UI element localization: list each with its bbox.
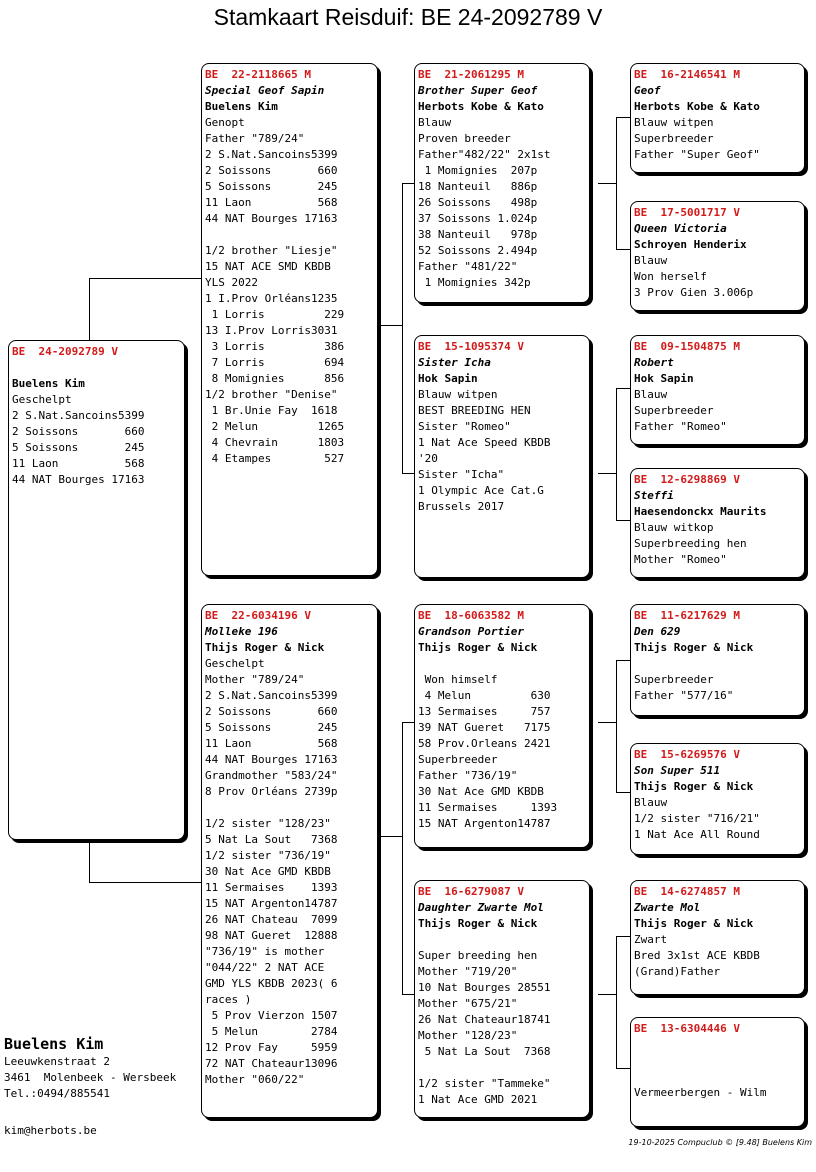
- result-line: 2 Soissons 660: [205, 705, 338, 718]
- result-line: 72 NAT Chateaur13096: [205, 1057, 338, 1070]
- owner-phone: Tel.:0494/885541: [4, 1087, 110, 1100]
- ring-number: BE 18-6063582 M: [418, 609, 524, 622]
- result-line: 1/2 brother "Denise": [205, 388, 338, 401]
- owner-name: Herbots Kobe & Kato: [634, 100, 760, 113]
- result-line: Father "736/19": [418, 769, 518, 782]
- result-line: 5 Soissons 245: [12, 441, 145, 454]
- result-line: Mother "719/20": [418, 965, 518, 978]
- pigeon-name: Den 629: [634, 625, 681, 638]
- result-line: Superbreeder: [418, 753, 498, 766]
- result-line: Blauw: [418, 116, 452, 129]
- result-line: 1/2 sister "716/21": [634, 812, 760, 825]
- result-line: BEST BREEDING HEN: [418, 404, 531, 417]
- result-line: "736/19" is mother: [205, 945, 325, 958]
- result-line: Blauw: [634, 796, 668, 809]
- result-line: 38 Nanteuil 978p: [418, 228, 538, 241]
- result-line: 13 I.Prov Lorris3031: [205, 324, 338, 337]
- result-line: 15 NAT Argenton14787: [205, 897, 338, 910]
- result-line: 26 Nat Chateaur18741: [418, 1013, 551, 1026]
- ring-number: BE 13-6304446 V: [634, 1022, 740, 1035]
- pigeon-card-fmm[interactable]: [630, 468, 805, 578]
- owner-name: Thijs Roger & Nick: [418, 641, 538, 654]
- result-line: Blauw: [634, 388, 668, 401]
- ring-number: BE 15-1095374 V: [418, 340, 524, 353]
- result-line: 44 NAT Bourges 17163: [205, 753, 338, 766]
- result-line: Won herself: [634, 270, 707, 283]
- result-line: YLS 2022: [205, 276, 258, 289]
- result-line: Superbreeder: [634, 132, 714, 145]
- result-line: 3 Lorris 386: [205, 340, 345, 353]
- page-title: Stamkaart Reisduif: BE 24-2092789 V: [213, 4, 603, 30]
- result-line: Father"482/22" 2x1st: [418, 148, 551, 161]
- result-line: 44 NAT Bourges 17163: [12, 473, 145, 486]
- owner-name: Thijs Roger & Nick: [634, 641, 754, 654]
- result-line: Brussels 2017: [418, 500, 505, 513]
- owner-address-city: 3461 Molenbeek - Wersbeek: [4, 1071, 177, 1084]
- result-line: 1 Nat Ace Speed KBDB: [418, 436, 551, 449]
- result-line: Sister "Icha": [418, 468, 505, 481]
- result-line: 13 Sermaises 757: [418, 705, 551, 718]
- result-line: [205, 227, 374, 243]
- result-line: Father "481/22": [418, 260, 518, 273]
- result-line: Father "577/16": [634, 689, 734, 702]
- result-line: Superbreeder: [634, 404, 714, 417]
- result-line: Blauw: [634, 254, 668, 267]
- result-line: 30 Nat Ace GMD KBDB: [418, 785, 544, 798]
- connector-line: [598, 183, 616, 184]
- owner-email[interactable]: kim@herbots.be: [4, 1124, 97, 1137]
- result-line: Father "Super Geof": [634, 148, 760, 161]
- footer-credit: 19-10-2025 Compuclub © [9.48] Buelens Kim: [628, 1138, 812, 1147]
- pigeon-name: Molleke 196: [205, 625, 278, 638]
- result-line: Geschelpt: [205, 657, 265, 670]
- result-line: Mother "789/24": [205, 673, 305, 686]
- result-line: Mother "Romeo": [634, 553, 727, 566]
- result-line: Father "789/24": [205, 132, 305, 145]
- connector-line: [378, 836, 402, 837]
- result-line: Superbreeder: [634, 673, 714, 686]
- pigeon-name: Robert: [634, 356, 674, 369]
- result-line: Zwart: [634, 933, 668, 946]
- result-line: 10 Nat Bourges 28551: [418, 981, 551, 994]
- result-line: GMD YLS KBDB 2023( 6: [205, 977, 338, 990]
- result-line: 7 Lorris 694: [205, 356, 345, 369]
- result-line: 1 Nat Ace GMD 2021: [418, 1093, 538, 1106]
- result-line: 11 Laon 568: [205, 737, 338, 750]
- connector-line: [616, 388, 617, 520]
- pigeon-card-mfm[interactable]: [630, 743, 805, 855]
- result-line: 8 Momignies 856: [205, 372, 345, 385]
- connector-line: [89, 278, 90, 340]
- result-line: 2 Soissons 660: [12, 425, 145, 438]
- owner-name: Buelens Kim: [205, 100, 278, 113]
- result-line: 58 Prov.Orleans 2421: [418, 737, 551, 750]
- result-line: Geschelpt: [12, 393, 72, 406]
- connector-line: [616, 117, 617, 249]
- result-line: 12 Prov Fay 5959: [205, 1041, 338, 1054]
- result-line: (Grand)Father: [634, 965, 721, 978]
- connector-line: [89, 840, 90, 882]
- pigeon-name: Geof: [634, 84, 661, 97]
- result-line: Proven breeder: [418, 132, 511, 145]
- result-line: 11 Sermaises 1393: [205, 881, 338, 894]
- result-line: Sister "Romeo": [418, 420, 511, 433]
- result-line: 1/2 sister "736/19": [205, 849, 331, 862]
- result-line: '20: [418, 452, 438, 465]
- result-line: 8 Prov Orléans 2739p: [205, 785, 338, 798]
- connector-line: [616, 936, 617, 1068]
- connector-line: [616, 660, 617, 792]
- pigeon-card-father[interactable]: [201, 63, 378, 576]
- result-line: 1 Nat Ace All Round: [634, 828, 760, 841]
- owner-address-street: Leeuwkenstraat 2: [4, 1055, 110, 1068]
- connector-line: [402, 722, 403, 994]
- ring-number: BE 16-2146541 M: [634, 68, 740, 81]
- result-line: 1 Lorris 229: [205, 308, 345, 321]
- result-line: 1 Momignies 342p: [418, 276, 531, 289]
- ring-number: BE 11-6217629 M: [634, 609, 740, 622]
- owner-name: [634, 1053, 801, 1069]
- pigeon-card-mm[interactable]: [414, 880, 590, 1118]
- result-line: 5 Nat La Sout 7368: [418, 1045, 551, 1058]
- result-line: 18 Nanteuil 886p: [418, 180, 538, 193]
- owner-name: Schroyen Henderix: [634, 238, 747, 251]
- pigeon-name: Son Super 511: [634, 764, 721, 777]
- ring-number: BE 14-6274857 M: [634, 885, 740, 898]
- connector-line: [89, 278, 204, 279]
- result-line: 4 Etampes 527: [205, 452, 345, 465]
- result-line: 1 Br.Unie Fay 1618: [205, 404, 338, 417]
- ring-number: BE 15-6269576 V: [634, 748, 740, 761]
- result-line: Super breeding hen: [418, 949, 538, 962]
- result-line: 5 Prov Vierzon 1507: [205, 1009, 338, 1022]
- pigeon-name: Zwarte Mol: [634, 901, 701, 914]
- result-line: [418, 1060, 586, 1076]
- ring-number: BE 09-1504875 M: [634, 340, 740, 353]
- result-line: Mother "675/21": [418, 997, 518, 1010]
- pigeon-name: Queen Victoria: [634, 222, 727, 235]
- result-line: "044/22" 2 NAT ACE: [205, 961, 325, 974]
- pigeon-card-fmf[interactable]: [630, 335, 805, 445]
- result-line: 2 Melun 1265: [205, 420, 345, 433]
- result-line: 15 NAT Argenton14787: [418, 817, 551, 830]
- owner-name: Herbots Kobe & Kato: [418, 100, 544, 113]
- result-line: Bred 3x1st ACE KBDB: [634, 949, 760, 962]
- result-line: Mother "060/22": [205, 1073, 305, 1086]
- result-line: Blauw witkop: [634, 521, 714, 534]
- connector-line: [598, 473, 616, 474]
- result-line: 39 NAT Gueret 7175: [418, 721, 551, 734]
- pigeon-name: Sister Icha: [418, 356, 491, 369]
- ring-number: BE 22-6034196 V: [205, 609, 311, 622]
- pigeon-card-mother[interactable]: [201, 604, 378, 1118]
- result-line: [418, 656, 586, 672]
- result-line: 11 Laon 568: [205, 196, 338, 209]
- result-line: Genopt: [205, 116, 245, 129]
- owner-block: [4, 1034, 176, 1102]
- pigeon-name: Daughter Zwarte Mol: [418, 901, 544, 914]
- result-line: 1/2 brother "Liesje": [205, 244, 338, 257]
- spacer: [12, 360, 181, 376]
- result-line: 37 Soissons 1.024p: [418, 212, 538, 225]
- connector-line: [89, 882, 204, 883]
- pigeon-card-subject[interactable]: [8, 340, 185, 840]
- result-line: Blauw witpen: [634, 116, 714, 129]
- pigeon-name: Grandson Portier: [418, 625, 524, 638]
- connector-line: [598, 722, 616, 723]
- pigeon-card-ffm[interactable]: [630, 201, 805, 311]
- ring-number: BE 16-6279087 V: [418, 885, 524, 898]
- result-line: 98 NAT Gueret 12888: [205, 929, 338, 942]
- result-line: 52 Soissons 2.494p: [418, 244, 538, 257]
- owner-name: Thijs Roger & Nick: [634, 780, 754, 793]
- ring-number: BE 12-6298869 V: [634, 473, 740, 486]
- result-line: 26 Soissons 498p: [418, 196, 538, 209]
- connector-line: [378, 325, 402, 326]
- pigeon-card-ff[interactable]: [414, 63, 590, 303]
- result-line: 30 Nat Ace GMD KBDB: [205, 865, 331, 878]
- result-line: Vermeerbergen - Wilm: [634, 1086, 767, 1099]
- result-line: 5 Melun 2784: [205, 1025, 338, 1038]
- result-line: 1 Momignies 207p: [418, 164, 538, 177]
- result-line: 2 S.Nat.Sancoins5399: [205, 148, 338, 161]
- pigeon-card-mmm[interactable]: [630, 1017, 805, 1127]
- result-line: 5 Soissons 245: [205, 180, 338, 193]
- ring-number: BE 24-2092789 V: [12, 345, 118, 358]
- pigeon-name: Brother Super Geof: [418, 84, 538, 97]
- pigeon-card-fff[interactable]: [630, 63, 805, 173]
- result-line: Superbreeding hen: [634, 537, 747, 550]
- result-line: 44 NAT Bourges 17163: [205, 212, 338, 225]
- result-line: Grandmother "583/24": [205, 769, 338, 782]
- connector-line: [598, 994, 616, 995]
- owner-name: Thijs Roger & Nick: [418, 917, 538, 930]
- result-line: Mother "128/23": [418, 1029, 518, 1042]
- pigeon-name: [634, 1037, 801, 1053]
- owner-name: Buelens Kim: [12, 377, 85, 390]
- owner-name: Buelens Kim: [4, 1035, 104, 1053]
- result-line: 1 I.Prov Orléans1235: [205, 292, 338, 305]
- result-line: 4 Chevrain 1803: [205, 436, 345, 449]
- pigeon-card-mf[interactable]: [414, 604, 590, 848]
- owner-name: Hok Sapin: [634, 372, 694, 385]
- result-line: [205, 800, 374, 816]
- result-line: 1/2 sister "Tammeke": [418, 1077, 551, 1090]
- result-line: 3 Prov Gien 3.006p: [634, 286, 754, 299]
- owner-name: Thijs Roger & Nick: [205, 641, 325, 654]
- connector-line: [402, 183, 403, 473]
- pigeon-name: Steffi: [634, 489, 674, 502]
- pigeon-card-fm[interactable]: [414, 335, 590, 578]
- result-line: 2 Soissons 660: [205, 164, 338, 177]
- result-line: Father "Romeo": [634, 420, 727, 433]
- result-line: Won himself: [418, 673, 498, 686]
- pigeon-name: Special Geof Sapin: [205, 84, 325, 97]
- owner-name: Haesendonckx Maurits: [634, 505, 767, 518]
- result-line: Blauw witpen: [418, 388, 498, 401]
- result-line: 4 Melun 630: [418, 689, 551, 702]
- result-line: [418, 932, 586, 948]
- ring-number: BE 22-2118665 M: [205, 68, 311, 81]
- result-line: 11 Laon 568: [12, 457, 145, 470]
- result-line: [634, 656, 801, 672]
- ring-number: BE 21-2061295 M: [418, 68, 524, 81]
- result-line: 1/2 sister "128/23": [205, 817, 331, 830]
- pigeon-card-mmf[interactable]: [630, 880, 805, 995]
- result-line: 2 S.Nat.Sancoins5399: [205, 689, 338, 702]
- result-line: 1 Olympic Ace Cat.G: [418, 484, 544, 497]
- result-line: 11 Sermaises 1393: [418, 801, 558, 814]
- result-line: [634, 1069, 801, 1085]
- owner-name: Hok Sapin: [418, 372, 478, 385]
- result-line: 5 Nat La Sout 7368: [205, 833, 338, 846]
- owner-name: Thijs Roger & Nick: [634, 917, 754, 930]
- result-line: 15 NAT ACE SMD KBDB: [205, 260, 331, 273]
- ring-number: BE 17-5001717 V: [634, 206, 740, 219]
- result-line: 2 S.Nat.Sancoins5399: [12, 409, 145, 422]
- pigeon-card-mff[interactable]: [630, 604, 805, 716]
- result-line: races ): [205, 993, 252, 1006]
- result-line: 26 NAT Chateau 7099: [205, 913, 338, 926]
- result-line: 5 Soissons 245: [205, 721, 338, 734]
